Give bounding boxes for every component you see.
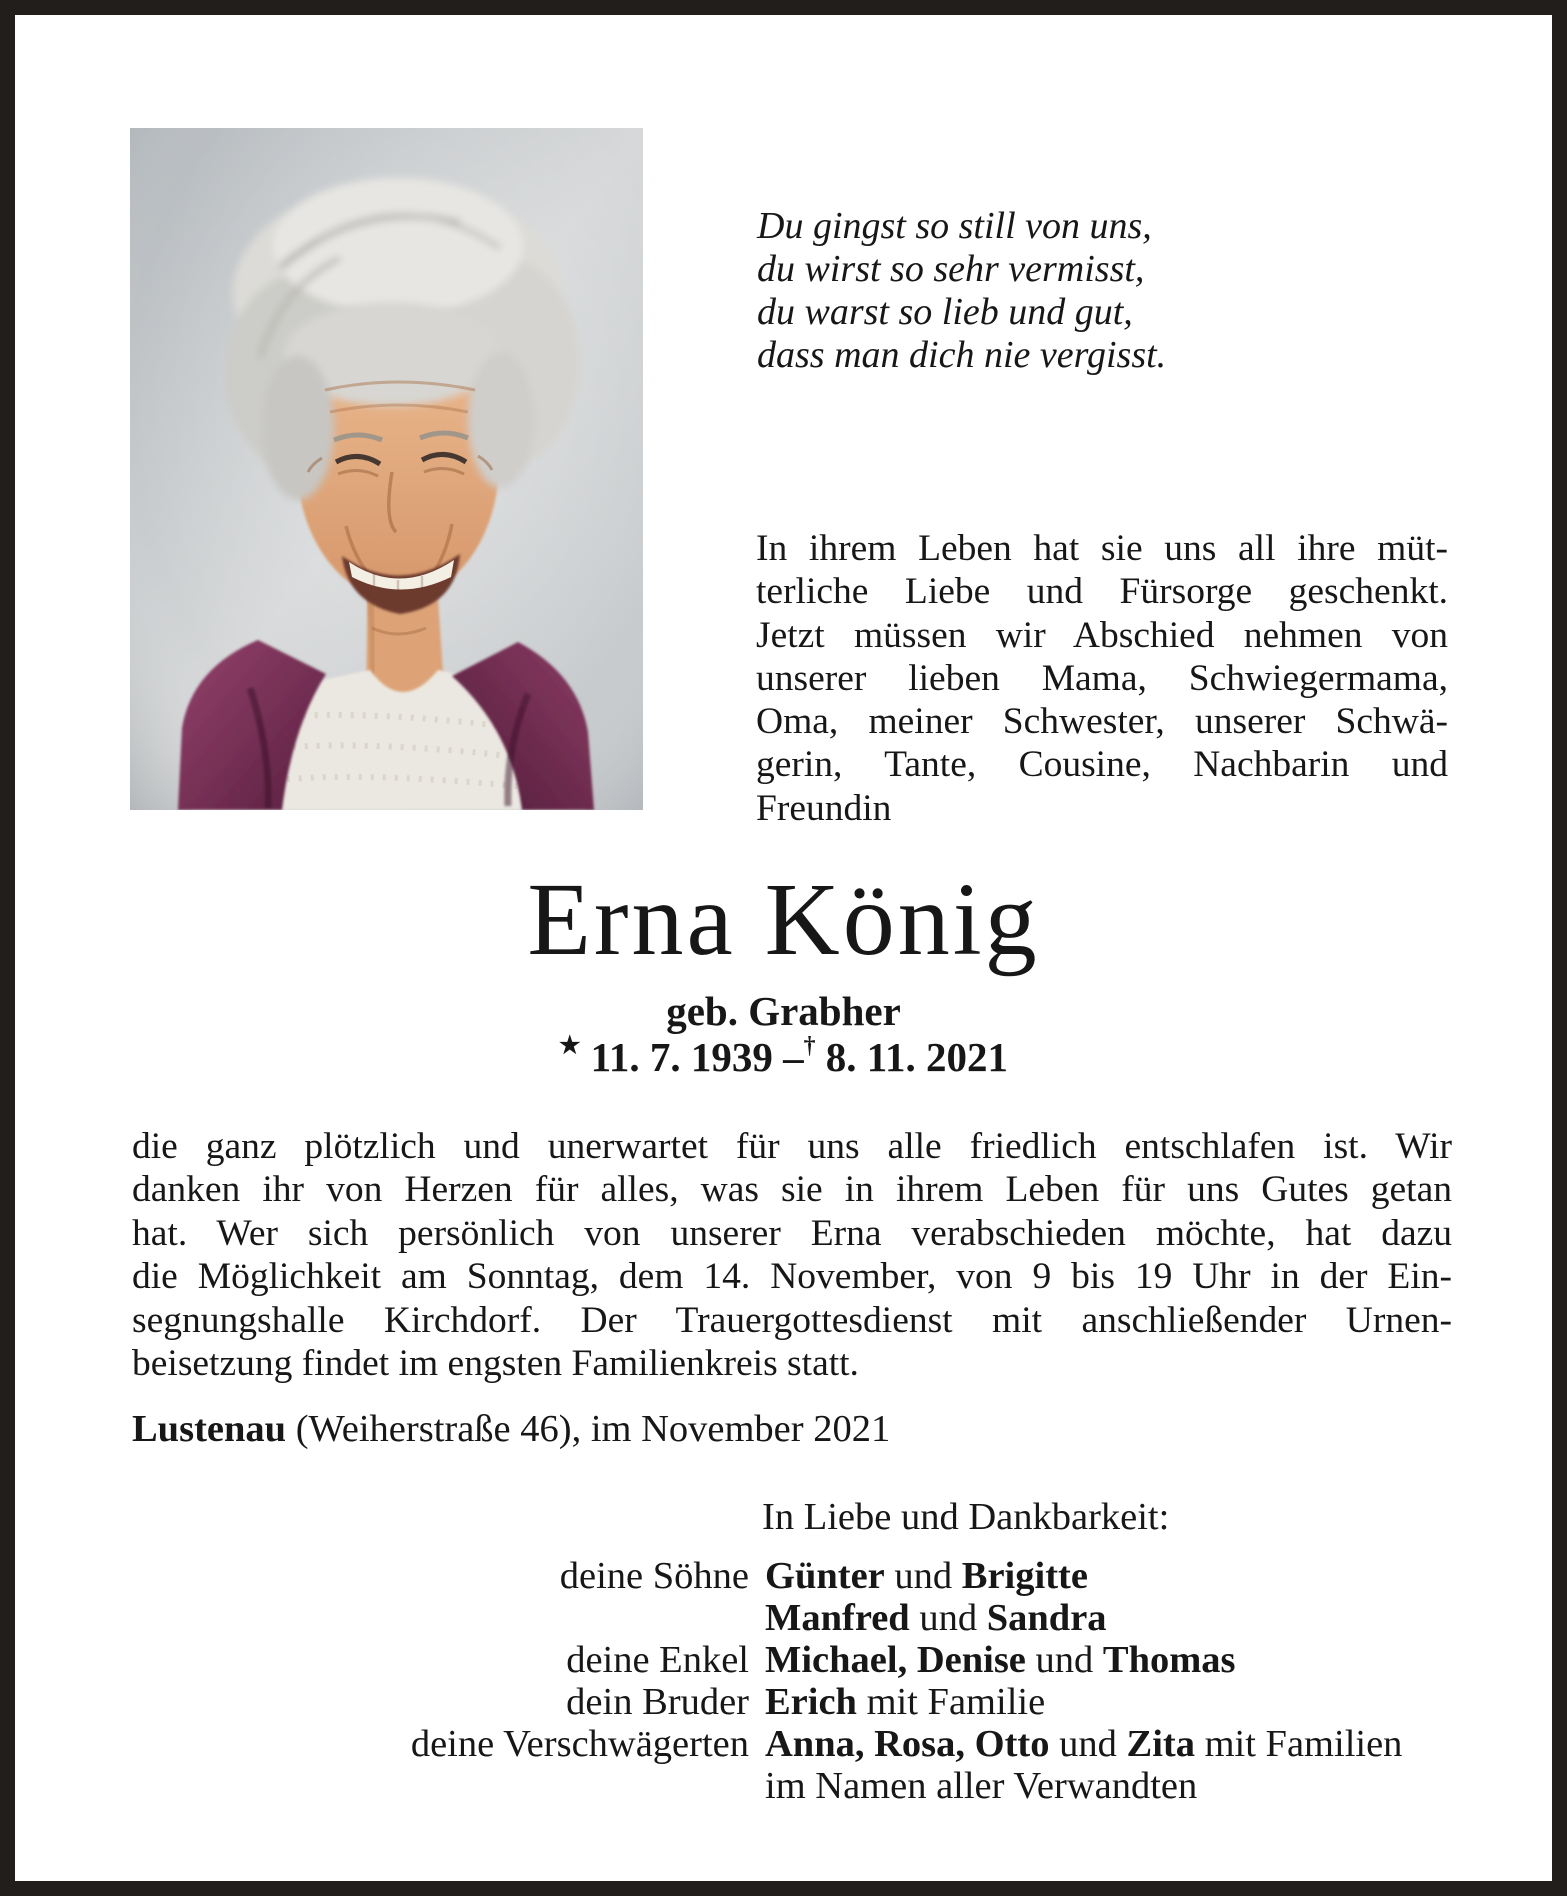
text-segment: 11. 7. 1939 – bbox=[580, 1034, 804, 1080]
text-segment: Anna, Rosa, Otto bbox=[765, 1723, 1050, 1765]
text-segment: Sandra bbox=[986, 1597, 1107, 1639]
text-segment: Erich bbox=[765, 1681, 857, 1723]
text-line: Du gingst so still von uns, bbox=[757, 205, 1152, 247]
text-segment: Zita bbox=[1126, 1723, 1195, 1765]
family-row bbox=[132, 1681, 1492, 1723]
text-segment: 8. 11. 2021 bbox=[815, 1034, 1008, 1080]
place-date-line bbox=[132, 1407, 890, 1451]
text-line: segnungshalle Kirchdorf. Der Trauergottesdienst mit anschließender Urnen- bbox=[132, 1299, 1452, 1341]
text-segment: Manfred bbox=[765, 1597, 910, 1639]
deceased-name: Erna König bbox=[527, 862, 1040, 977]
maiden-name: geb. Grabher bbox=[666, 988, 901, 1034]
text-line: Freundin bbox=[756, 787, 892, 829]
announcement-paragraph bbox=[132, 1125, 1452, 1385]
date-symbol-icon: † bbox=[803, 1033, 816, 1060]
date-symbol-icon: ★ bbox=[559, 1033, 581, 1060]
family-label bbox=[132, 1765, 749, 1807]
text-segment: und bbox=[909, 1597, 987, 1639]
text-line: Oma, meiner Schwester, unserer Schwä- bbox=[756, 701, 1448, 743]
family-label: dein Bruder bbox=[566, 1681, 749, 1723]
text-segment: Brigitte bbox=[961, 1555, 1088, 1597]
family-names bbox=[765, 1723, 1402, 1765]
text-segment: und bbox=[1049, 1723, 1127, 1765]
text-segment: im Namen aller Verwandten bbox=[765, 1765, 1198, 1807]
text-segment: und bbox=[1025, 1639, 1103, 1681]
text-line: hat. Wer sich persönlich von unserer Erna verabschieden möchte, hat dazu bbox=[132, 1212, 1452, 1254]
text-line: dass man dich nie vergisst. bbox=[757, 334, 1167, 376]
portrait-photo bbox=[130, 128, 643, 810]
family-label: deine Verschwägerten bbox=[410, 1723, 749, 1765]
family-names bbox=[765, 1765, 1197, 1807]
text-line: die Möglichkeit am Sonntag, dem 14. November, von 9 bis 19 Uhr in der Ein- bbox=[132, 1256, 1452, 1298]
text-line: du warst so lieb und gut, bbox=[757, 291, 1133, 333]
life-dates bbox=[15, 1033, 1552, 1081]
text-line: In ihrem Leben hat sie uns all ihre müt- bbox=[756, 528, 1448, 569]
text-line: Jetzt müssen wir Abschied nehmen von bbox=[756, 614, 1448, 656]
text-line: terliche Liebe und Fürsorge geschenkt. bbox=[756, 571, 1448, 613]
text-line: du wirst so sehr vermisst, bbox=[757, 248, 1145, 290]
text-segment: (Weiherstraße 46), im November 2021 bbox=[286, 1408, 891, 1450]
text-line: danken ihr von Herzen für alles, was sie in ihrem Leben für uns Gutes getan bbox=[132, 1169, 1452, 1211]
text-segment: Günter bbox=[765, 1555, 885, 1597]
family-names bbox=[765, 1555, 1088, 1597]
memorial-verse bbox=[757, 205, 1166, 377]
family-names bbox=[765, 1681, 1045, 1723]
text-segment: mit Familien bbox=[1194, 1723, 1403, 1765]
text-segment: und bbox=[884, 1555, 962, 1597]
family-list bbox=[132, 1555, 1492, 1807]
portrait-photo-illustration bbox=[130, 128, 643, 810]
family-row bbox=[132, 1555, 1492, 1597]
closing-line: In Liebe und Dankbarkeit: bbox=[762, 1496, 1170, 1538]
family-label: deine Enkel bbox=[566, 1639, 749, 1681]
family-names bbox=[765, 1597, 1107, 1639]
intro-paragraph bbox=[756, 527, 1448, 830]
text-line: gerin, Tante, Cousine, Nachbarin und bbox=[756, 744, 1448, 786]
text-segment: Lustenau bbox=[132, 1408, 287, 1450]
family-row bbox=[132, 1765, 1492, 1807]
family-label bbox=[132, 1597, 749, 1639]
family-label: deine Söhne bbox=[559, 1555, 749, 1597]
text-segment: Thomas bbox=[1102, 1639, 1236, 1681]
text-line: unserer lieben Mama, Schwiegermama, bbox=[756, 657, 1448, 699]
family-names bbox=[765, 1639, 1236, 1681]
text-line: beisetzung findet im engsten Familienkreis statt. bbox=[132, 1343, 859, 1385]
text-segment: mit Familie bbox=[856, 1681, 1046, 1723]
text-line: die ganz plötzlich und unerwartet für uns alle friedlich entschlafen ist. Wir bbox=[132, 1126, 1452, 1167]
text-segment: Michael, Denise bbox=[765, 1639, 1026, 1681]
family-row bbox=[132, 1639, 1492, 1681]
family-row bbox=[132, 1723, 1492, 1765]
family-row bbox=[132, 1597, 1492, 1639]
